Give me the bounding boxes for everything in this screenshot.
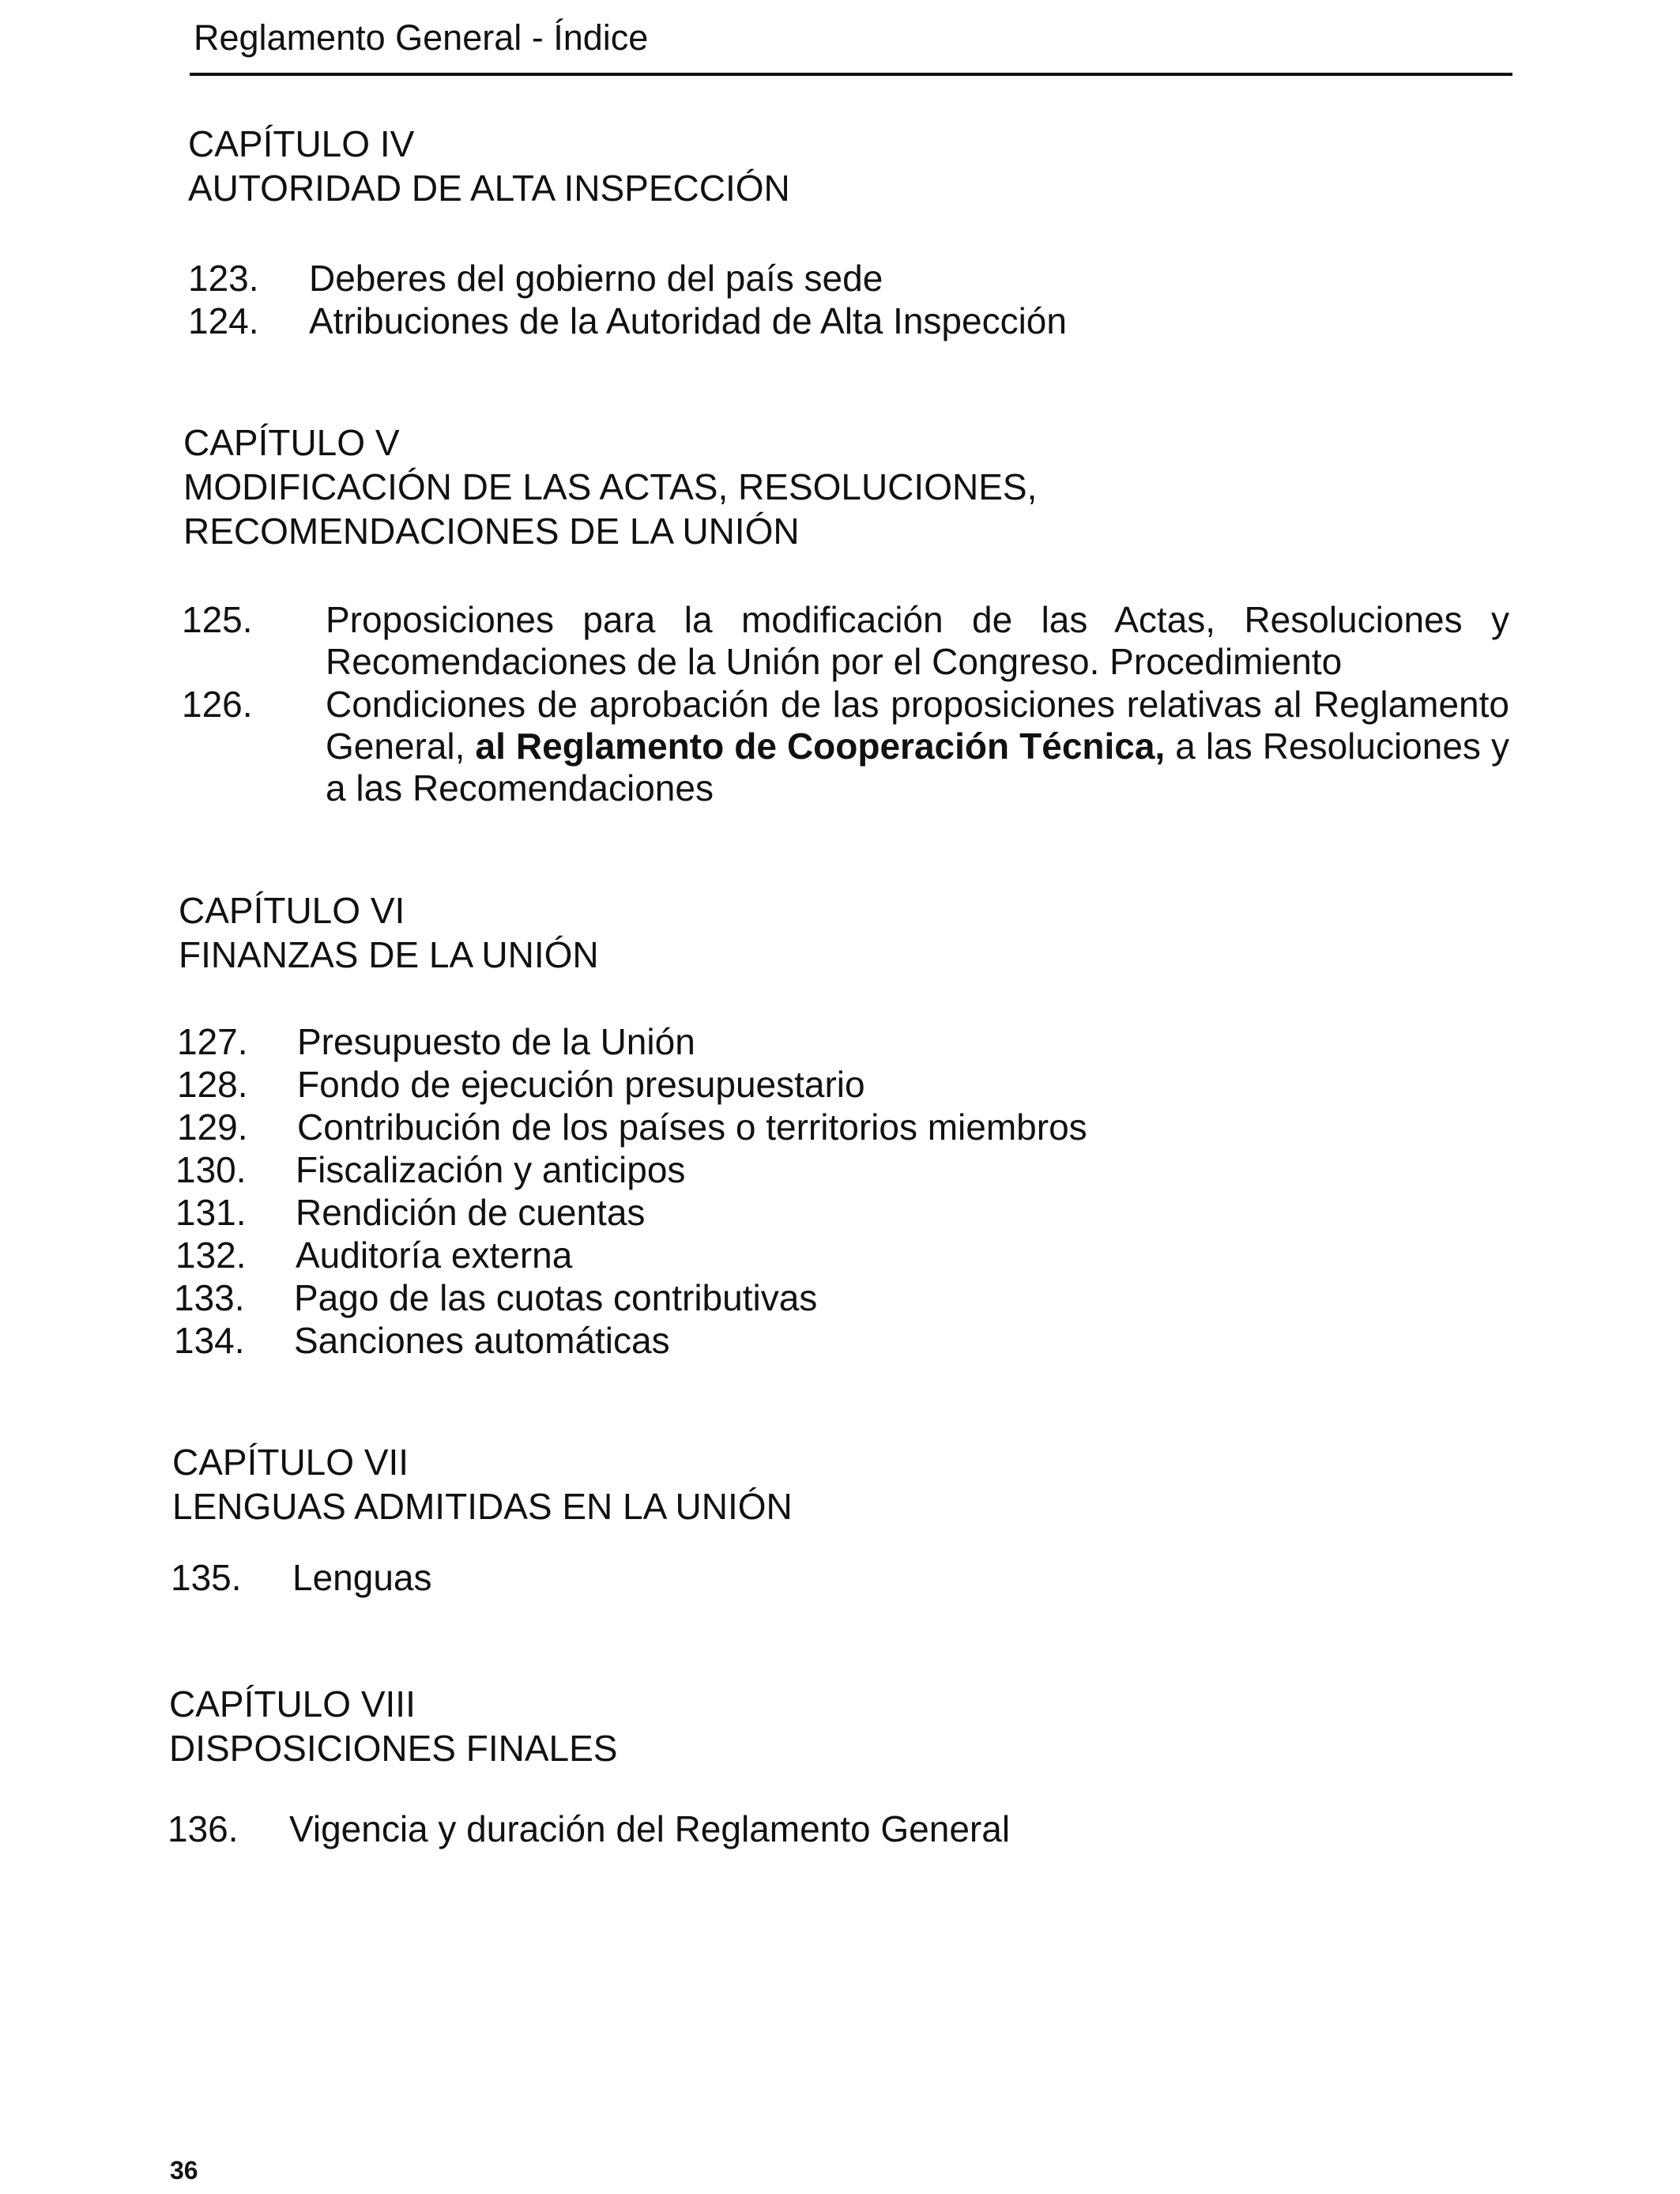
chapter-label: CAPÍTULO V: [183, 422, 400, 463]
entry-number: 124.: [188, 300, 259, 341]
entry-number: 136.: [168, 1808, 239, 1849]
chapter-title: RECOMENDACIONES DE LA UNIÓN: [183, 511, 800, 552]
chapter-heading: [169, 1682, 617, 1770]
entry-number: 125.: [182, 599, 253, 640]
chapter-label: CAPÍTULO VIII: [169, 1683, 416, 1725]
entry-number: 127.: [177, 1021, 248, 1062]
chapter-heading: [179, 888, 599, 977]
entry-title: Contribución de los países o territorios miembros: [297, 1106, 1087, 1148]
entry-title: Lenguas: [292, 1557, 432, 1598]
chapter-title: FINANZAS DE LA UNIÓN: [179, 934, 599, 975]
entry-number: 130.: [175, 1149, 247, 1190]
chapter-label: CAPÍTULO VI: [179, 890, 405, 931]
entry-number: 129.: [177, 1106, 248, 1148]
chapter-label: CAPÍTULO VII: [172, 1442, 409, 1483]
entry-number: 134.: [174, 1320, 245, 1361]
entry-title: Presupuesto de la Unión: [297, 1021, 695, 1062]
chapter-title: LENGUAS ADMITIDAS EN LA UNIÓN: [172, 1486, 793, 1527]
toc-entry: [182, 684, 1509, 814]
chapter-heading: [172, 1440, 793, 1529]
entry-title: Pago de las cuotas contributivas: [294, 1277, 818, 1318]
chapter-heading: [188, 122, 790, 210]
entry-number: 128.: [177, 1064, 248, 1105]
entry-title: Fondo de ejecución presupuestario: [297, 1064, 865, 1105]
entry-number: 135.: [171, 1557, 242, 1598]
entry-title: Atribuciones de la Autoridad de Alta Inspección: [309, 300, 1067, 341]
entry-title: Vigencia y duración del Reglamento General: [289, 1808, 1011, 1849]
entry-title: [326, 684, 1509, 809]
entry-title: Proposiciones para la modificación de las Actas, Resoluciones y Recomendaciones de la Unión por el Congreso. Procedimiento: [326, 599, 1509, 682]
entry-number: 123.: [188, 258, 259, 299]
running-header: Reglamento General - Índice: [194, 17, 649, 58]
header-rule: [190, 73, 1512, 76]
entry-title: Sanciones automáticas: [294, 1320, 670, 1361]
chapter-title: DISPOSICIONES FINALES: [169, 1728, 618, 1769]
entry-title: Auditoría externa: [296, 1235, 573, 1276]
entry-title-bold-text: al Reglamento de Cooperación Técnica,: [475, 726, 1166, 767]
entry-title: Fiscalización y anticipos: [296, 1149, 686, 1190]
entry-title-text: Condiciones de aprobación de las proposiciones relativas al Reglamento General,: [326, 684, 1509, 767]
entry-number: 126.: [182, 684, 253, 725]
entry-number: 132.: [175, 1235, 247, 1276]
entry-number: 133.: [174, 1277, 245, 1318]
toc-entry: [182, 599, 1509, 686]
chapter-title: AUTORIDAD DE ALTA INSPECCIÓN: [188, 168, 790, 209]
entry-title: Deberes del gobierno del país sede: [309, 258, 883, 299]
entry-title-text: a las Resoluciones y a las Recomendaciones: [326, 726, 1509, 809]
page-number: 36: [170, 2156, 198, 2185]
entry-number: 131.: [175, 1192, 247, 1233]
chapter-label: CAPÍTULO IV: [188, 123, 415, 164]
entry-title: Rendición de cuentas: [296, 1192, 646, 1233]
chapter-heading: [183, 420, 1037, 553]
chapter-title: MODIFICACIÓN DE LAS ACTAS, RESOLUCIONES,: [183, 466, 1038, 507]
